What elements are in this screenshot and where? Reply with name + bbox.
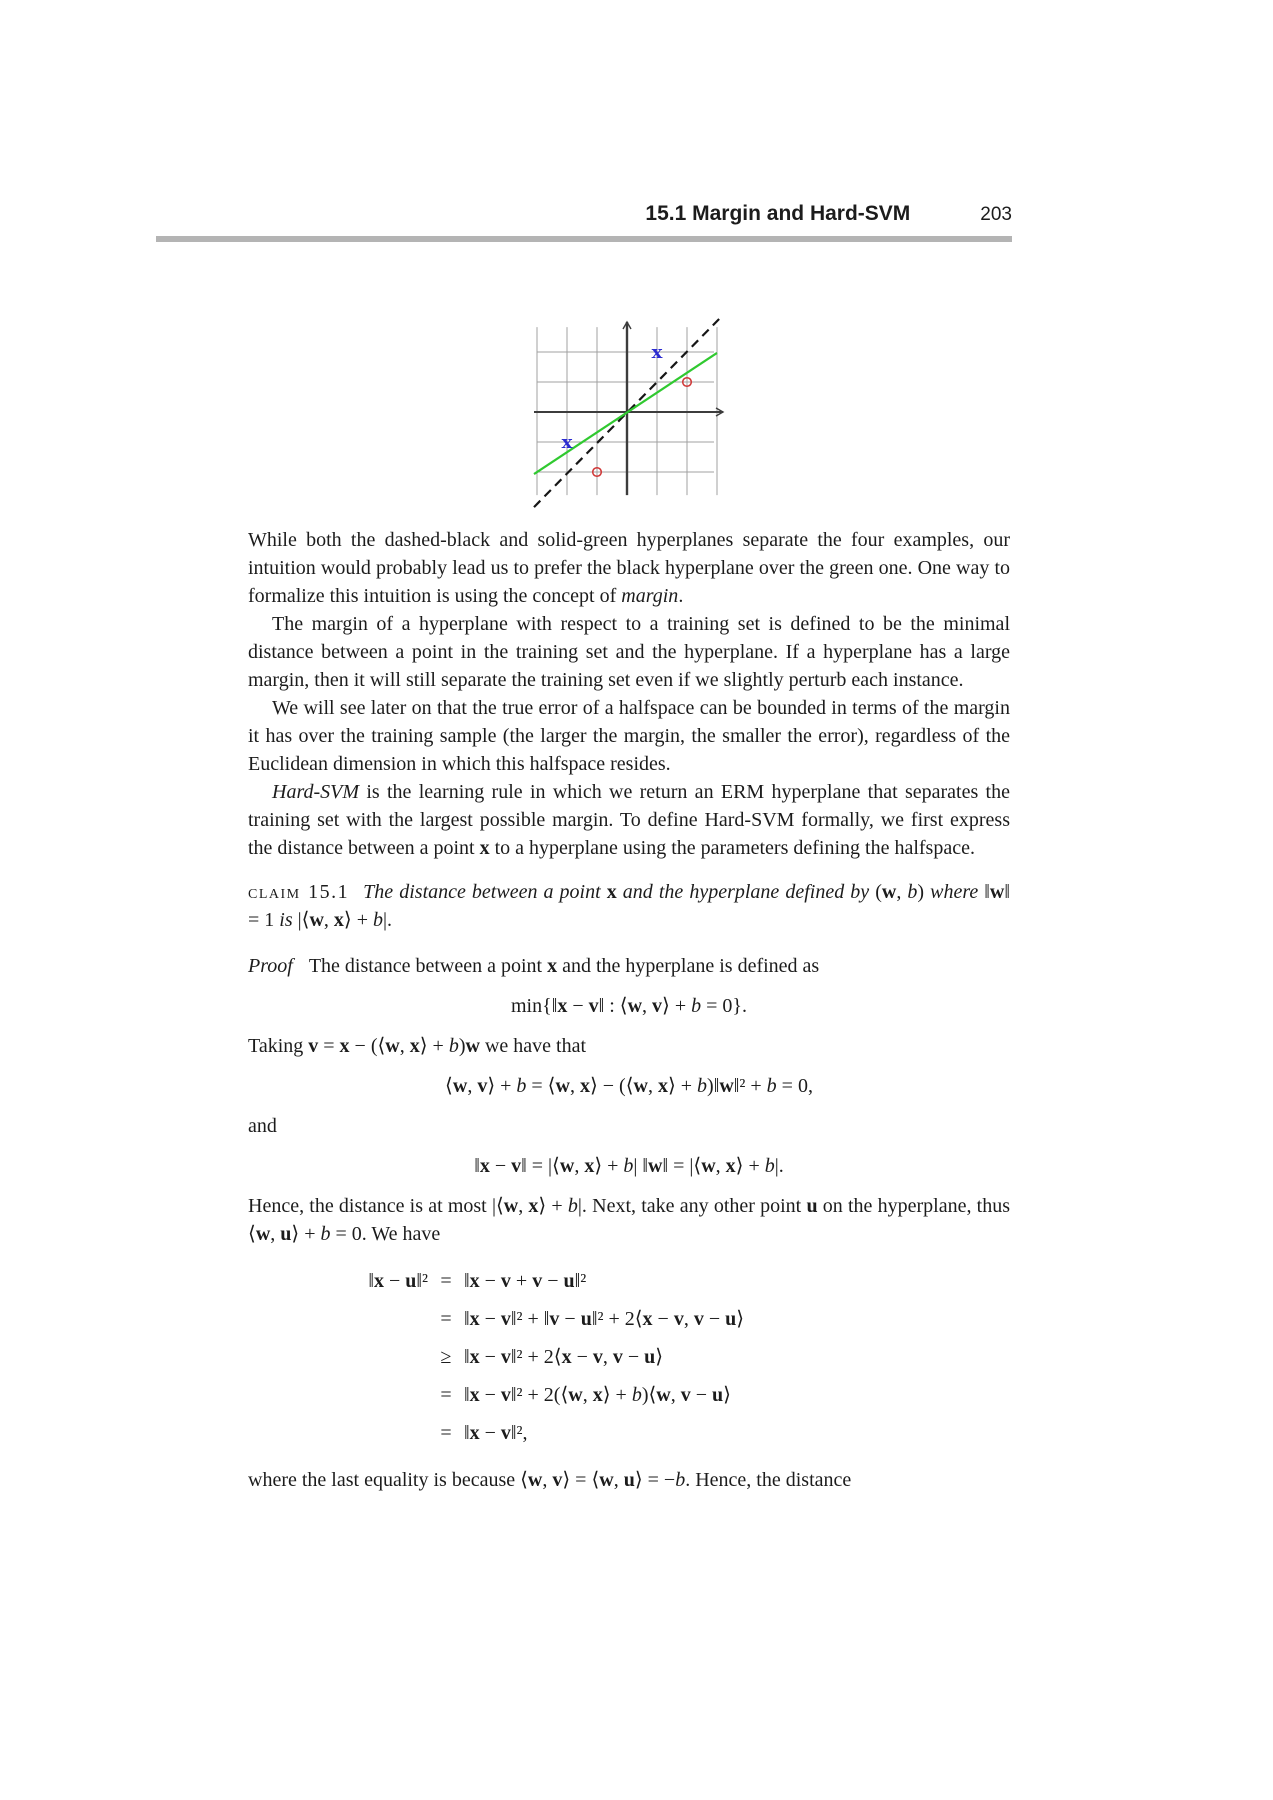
solid-green-hyperplane [534, 353, 717, 474]
equation-lhs [248, 1376, 428, 1414]
section-title: 15.1 Margin and Hard-SVM [645, 202, 911, 225]
proof-intro: The distance between a point x and the hyperplane is defined as [308, 955, 820, 977]
paragraph-true-error: We will see later on that the true error of a halfspace can be bounded in terms of the margin it has over the training sample (the larger the margin, the smaller the error), regardless of the Euclidean dimension in which this halfspace resides. [248, 697, 1010, 775]
equation-lhs [248, 1338, 428, 1376]
positive-example-marker: x [651, 342, 663, 363]
equation-norm: ‖x − v‖ = |⟨w, x⟩ + b| ‖w‖ = |⟨w, x⟩ + b|. [474, 1155, 784, 1177]
equation-row [248, 1338, 1010, 1376]
equation-lhs: ‖x − u‖² [368, 1270, 428, 1292]
equation-rhs: ‖x − v‖² + ‖v − u‖² + 2⟨x − v, v − u⟩ [464, 1308, 745, 1330]
equation-rhs: ‖x − v + v − u‖² [464, 1270, 587, 1292]
equation-row [248, 1376, 1010, 1414]
positive-example-marker: x [561, 432, 573, 453]
aligned-equations [248, 1262, 1010, 1452]
equation-rhs: ‖x − v‖², [464, 1422, 528, 1444]
paragraph-hard-svm: Hard-SVM is the learning rule in which we return an ERM hyperplane that separates the training set with the largest possible margin. To define Hard-SVM formally, we first express the distance between a point x to a hyperplane using the parameters defining the halfspace. [248, 781, 1010, 859]
equation-relation: ≥ [440, 1346, 452, 1368]
equation-row [248, 1414, 1010, 1452]
hence-paragraph: Hence, the distance is at most |⟨w, x⟩ + b|. Next, take any other point u on the hyperplane, thus ⟨w, u⟩ + b = 0. We have [248, 1195, 1011, 1245]
claim-label: claim 15.1 [248, 881, 350, 903]
page-number: 203 [980, 204, 1012, 225]
header-rule [156, 236, 1012, 242]
equation-inner-product: ⟨w, v⟩ + b = ⟨w, x⟩ − (⟨w, x⟩ + b)‖w‖² + b = 0, [445, 1075, 813, 1097]
proof-paragraph [248, 952, 1010, 980]
body-text [248, 526, 1010, 1494]
page-header [156, 202, 1012, 226]
paragraph-intro: While both the dashed-black and solid-green hyperplanes separate the four examples, our intuition would probably lead us to prefer the black hyperplane over the green one. One way to formalize this intuition is using the concept of margin. [248, 529, 1010, 607]
paragraph-margin-definition: The margin of a hyperplane with respect to a training set is defined to be the minimal distance between a point in the training set and the hyperplane. If a hyperplane has a large margin, then it will still separate the training set even if we slightly perturb each instance. [248, 613, 1010, 691]
margin-figure-svg [465, 272, 727, 512]
equation-relation: = [440, 1270, 452, 1292]
equation-relation: = [440, 1422, 452, 1444]
claim-body: The distance between a point x and the hyperplane defined by (w, b) where ‖w‖ = 1 is |⟨w, x⟩ + b|. [248, 881, 1010, 931]
equation-row [248, 1262, 1010, 1300]
proof-label: Proof [248, 955, 293, 977]
equation-rhs: ‖x − v‖² + 2⟨x − v, v − u⟩ [464, 1346, 664, 1368]
equation-row [248, 1300, 1010, 1338]
equation-rhs: ‖x − v‖² + 2(⟨w, x⟩ + b)⟨w, v − u⟩ [464, 1384, 731, 1406]
equation-relation: = [440, 1384, 452, 1406]
equation-lhs [248, 1414, 428, 1452]
closing-paragraph: where the last equality is because ⟨w, v⟩ = ⟨w, u⟩ = −b. Hence, the distance [248, 1469, 852, 1491]
equation-lhs [248, 1300, 428, 1338]
equation-min-distance: min{‖x − v‖ : ⟨w, v⟩ + b = 0}. [510, 995, 748, 1017]
taking-line: Taking v = x − (⟨w, x⟩ + b)w we have that [248, 1035, 587, 1057]
margin-figure [465, 272, 727, 517]
and-line: and [248, 1115, 277, 1137]
claim-15-1 [248, 878, 1010, 934]
equation-relation: = [440, 1308, 452, 1330]
